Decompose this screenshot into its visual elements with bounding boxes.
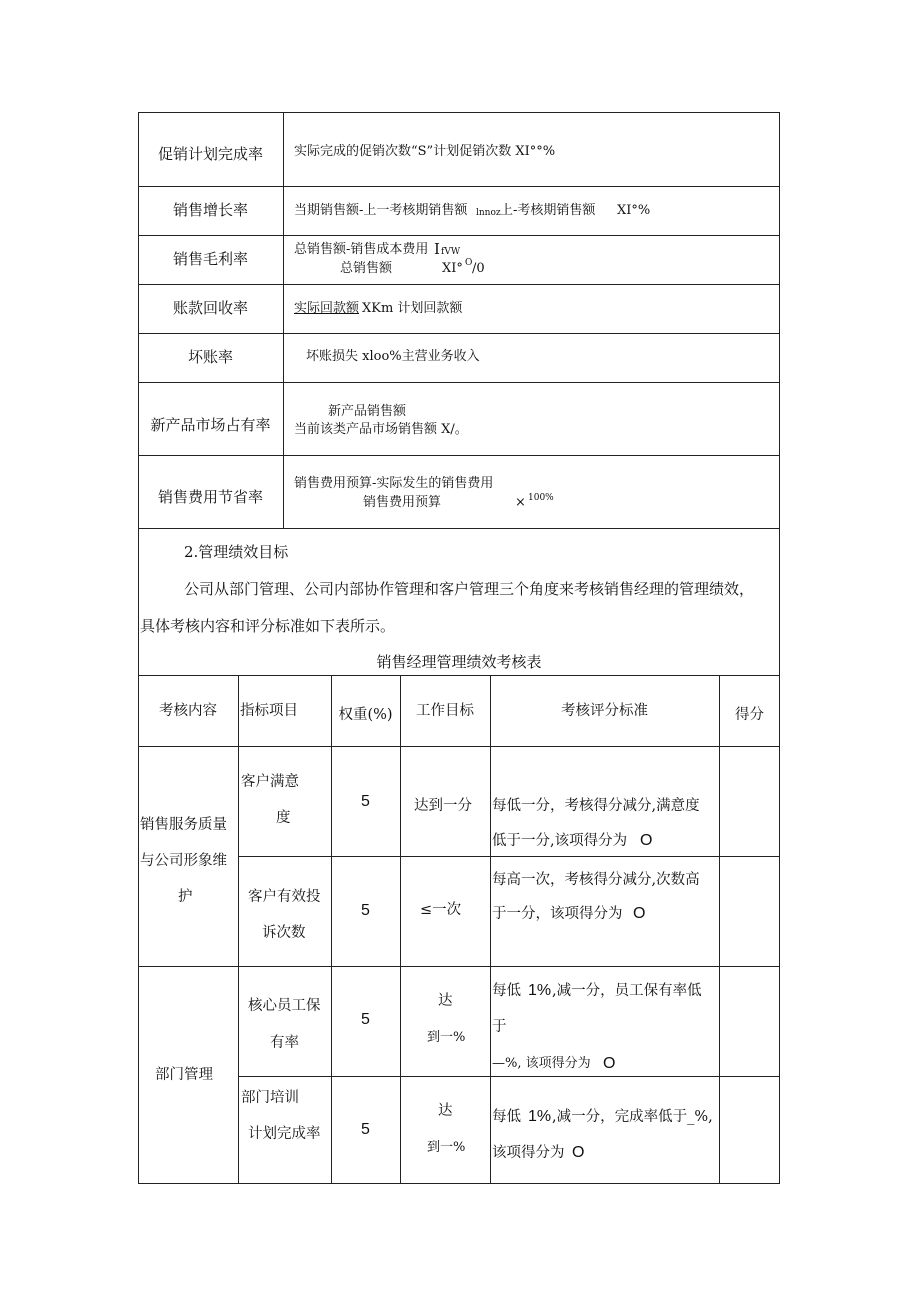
table-row-criteria: 1% bbox=[528, 1108, 552, 1125]
section-paragraph: 具体考核内容和评分标准如下表所示。 bbox=[140, 617, 396, 635]
group-label: 销售服务质量 bbox=[140, 817, 227, 833]
group-label: 护 bbox=[178, 889, 193, 905]
table-row-item: 有率 bbox=[270, 1035, 299, 1051]
metric-formula: XI°% bbox=[617, 203, 651, 218]
table-row-target: 达到一分 bbox=[414, 798, 472, 814]
header-content: 考核内容 bbox=[159, 703, 217, 719]
metric-formula: 上-考核期销售额 bbox=[500, 203, 596, 218]
table-column-divider bbox=[331, 675, 332, 1184]
table-row-weight: 5 bbox=[361, 1011, 370, 1028]
metric-label: 新产品市场占有率 bbox=[150, 416, 271, 434]
table-title: 销售经理管理绩效考核表 bbox=[376, 653, 542, 671]
table-row-weight: 5 bbox=[361, 1121, 370, 1138]
table-row-weight: 5 bbox=[361, 902, 370, 919]
table-row-criteria: O bbox=[640, 832, 653, 849]
metrics-row-divider bbox=[138, 186, 780, 187]
metric-formula: XI° bbox=[442, 261, 463, 276]
table-row-criteria: O bbox=[603, 1055, 616, 1072]
metric-label: 坏账率 bbox=[187, 348, 233, 366]
metrics-row-divider bbox=[138, 528, 780, 529]
metric-formula: 新产品销售额 bbox=[328, 404, 407, 419]
table-row-criteria: 该项得分为 bbox=[492, 1145, 565, 1161]
metric-formula: × bbox=[515, 495, 526, 510]
metric-formula: /0 bbox=[472, 261, 485, 276]
metric-formula: 总销售额 bbox=[340, 261, 393, 276]
table-column-divider bbox=[490, 675, 491, 1184]
section-heading: 2.管理绩效目标 bbox=[184, 543, 289, 561]
table-row-criteria: O bbox=[633, 905, 646, 922]
metric-formula-small: 100% bbox=[528, 493, 554, 503]
table-row-target: 达 bbox=[438, 993, 453, 1009]
metric-formula: 当前该类产品市场销售额 X/。 bbox=[294, 422, 468, 437]
header-criteria: 考核评分标准 bbox=[561, 703, 648, 719]
table-row-criteria: ,减一分，完成率低于_%, bbox=[552, 1109, 713, 1125]
table-row-target: 到一% bbox=[427, 1030, 466, 1045]
metrics-column-divider bbox=[283, 112, 284, 528]
header-score: 得分 bbox=[735, 707, 764, 723]
metric-formula-small: fVW bbox=[441, 247, 461, 257]
table-row-divider bbox=[138, 746, 780, 747]
table-row-criteria: 于 bbox=[492, 1019, 507, 1035]
table-row-criteria: 低于一分,该项得分为 bbox=[492, 833, 628, 849]
metrics-row-divider bbox=[138, 235, 780, 236]
metrics-row-divider bbox=[138, 284, 780, 285]
table-row-item: 部门培训 bbox=[241, 1090, 299, 1106]
table-column-divider bbox=[719, 675, 720, 1184]
metric-formula: 实际回款额 bbox=[294, 301, 360, 316]
header-weight: 权重(%) bbox=[338, 707, 393, 723]
metrics-row-divider bbox=[138, 333, 780, 334]
metrics-row-divider bbox=[138, 382, 780, 383]
metric-formula: 当期销售额-上一考核期销售额 bbox=[294, 203, 468, 218]
table-row-divider bbox=[238, 856, 780, 857]
table-row-item: 客户满意 bbox=[241, 774, 299, 790]
table-row-criteria: 每低 bbox=[492, 1109, 521, 1125]
table-row-criteria: ,减一分，员工保有率低 bbox=[552, 983, 702, 999]
metrics-row-divider bbox=[138, 455, 780, 456]
metric-formula: 总销售额-销售成本费用 bbox=[294, 242, 429, 257]
metric-formula: 销售费用预算 bbox=[363, 495, 442, 510]
header-target: 工作目标 bbox=[416, 703, 474, 719]
metric-formula: I bbox=[434, 240, 440, 258]
table-row-criteria: 1% bbox=[528, 982, 552, 999]
metric-formula: 坏账损失 xloo%主营业务收入 bbox=[306, 349, 480, 364]
table-row-item: 计划完成率 bbox=[248, 1126, 321, 1142]
section-paragraph: 公司从部门管理、公司内部协作管理和客户管理三个角度来考核销售经理的管理绩效， bbox=[184, 580, 755, 598]
group-label: 与公司形象维 bbox=[140, 853, 227, 869]
table-row-target: 到一% bbox=[427, 1140, 466, 1155]
table-row-divider bbox=[238, 1076, 780, 1077]
table-row-target: 达 bbox=[438, 1103, 453, 1119]
metric-label: 销售增长率 bbox=[172, 201, 248, 219]
table-column-divider bbox=[238, 675, 239, 1184]
table-row-criteria: 每低 bbox=[492, 983, 521, 999]
table-row-item: 度 bbox=[276, 810, 291, 826]
metric-label: 账款回收率 bbox=[172, 299, 248, 317]
table-row-item: 核心员工保 bbox=[248, 998, 321, 1014]
table-row-criteria: 每高一次，考核得分减分,次数高 bbox=[492, 872, 700, 888]
table-row-target: ≤一次 bbox=[420, 902, 462, 918]
group-label: 部门管理 bbox=[155, 1067, 213, 1083]
table-row-criteria: 于一分，该项得分为 bbox=[492, 906, 623, 922]
metric-formula-small: lnnoz bbox=[476, 208, 501, 218]
header-item: 指标项目 bbox=[240, 703, 298, 719]
metric-label: 促销计划完成率 bbox=[157, 145, 263, 163]
table-column-divider bbox=[400, 675, 401, 1184]
table-row-item: 诉次数 bbox=[262, 925, 306, 941]
metric-formula-small: O bbox=[465, 258, 473, 268]
table-row-item: 客户有效投 bbox=[248, 889, 321, 905]
table-row-criteria: O bbox=[572, 1144, 585, 1161]
table-border bbox=[138, 675, 780, 676]
metric-formula: 销售费用预算-实际发生的销售费用 bbox=[294, 476, 494, 491]
table-row-divider bbox=[138, 966, 780, 967]
metric-label: 销售费用节省率 bbox=[157, 488, 263, 506]
table-row-weight: 5 bbox=[361, 793, 370, 810]
metric-formula: 实际完成的促销次数“S”计划促销次数 XI°°% bbox=[294, 144, 556, 159]
metric-formula: XKm 计划回款额 bbox=[362, 301, 463, 316]
table-row-criteria: 每低一分，考核得分减分,满意度 bbox=[492, 798, 700, 814]
metric-label: 销售毛利率 bbox=[172, 250, 248, 268]
table-row-criteria: —%, 该项得分为 bbox=[492, 1056, 591, 1071]
